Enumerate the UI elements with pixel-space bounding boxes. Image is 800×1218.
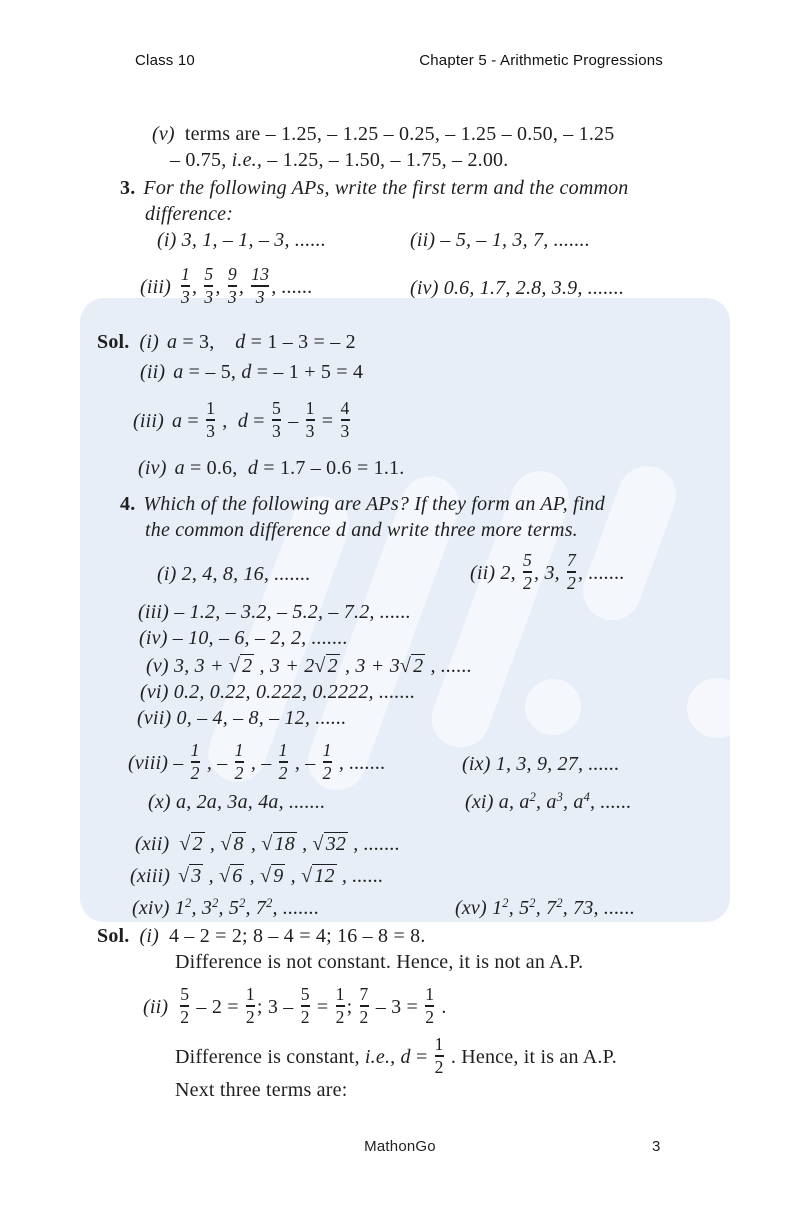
text-run: (ii) 2, <box>470 561 522 584</box>
line-column <box>462 751 620 777</box>
text-run: (x) a, 2a, 3a, 4a, ....... <box>148 791 326 813</box>
content-line-4 <box>145 201 800 227</box>
content-line-13 <box>157 549 800 599</box>
text-run: , 3, <box>534 561 566 584</box>
text-run: (iii) <box>140 275 171 298</box>
line-column <box>143 983 447 1030</box>
text-run: i.e., <box>231 149 263 171</box>
fraction: $\frac{1}{3}$ <box>181 263 190 308</box>
text-run: (iii) – 1.2, – 3.2, – 5.2, – 7.2, ...... <box>138 601 411 623</box>
text-run: , <box>245 833 262 855</box>
line-column <box>120 175 629 201</box>
text-run: (iv) 0.6, 1.7, 2.8, 3.9, ....... <box>410 277 625 299</box>
text-run: , <box>535 897 547 919</box>
text-run: 4 – 2 = 2; 8 – 4 = 4; 16 – 8 = 8. <box>168 925 426 947</box>
fraction: $\frac{7}{2}$ <box>359 983 369 1028</box>
text-run: = <box>248 409 270 432</box>
content-line-26 <box>143 983 800 1033</box>
text-run: (xiii) <box>130 865 171 887</box>
line-column <box>175 1077 347 1103</box>
text-run: , ....... <box>348 833 401 855</box>
power-term: $3^2$ <box>201 896 219 919</box>
line-column <box>128 739 462 786</box>
text-run: – 3 = <box>370 995 424 1018</box>
power-term: $a^4$ <box>573 790 590 813</box>
text-run: (i) 3, 1, – 1, – 3, ...... <box>157 229 327 251</box>
text-run: , <box>203 865 220 887</box>
text-run: , – <box>245 751 277 774</box>
text-run: a <box>173 361 184 383</box>
text-run: , <box>192 275 203 298</box>
content-line-9 <box>133 397 800 447</box>
bold-label: 4. <box>120 493 136 515</box>
fraction: $\frac{1}{3}$ <box>305 397 315 442</box>
text-run: (vi) 0.2, 0.22, 0.222, 0.2222, ....... <box>140 681 416 703</box>
text-run: = <box>311 995 334 1018</box>
line-column <box>146 653 472 679</box>
page-footer <box>100 1138 700 1156</box>
text-run: d <box>247 457 259 479</box>
square-root: √ 6 <box>219 865 243 887</box>
text-run: ; <box>346 995 358 1018</box>
content-line-19 <box>128 739 800 789</box>
line-column <box>138 455 404 481</box>
text-run: d <box>235 331 246 353</box>
power-term: $1^2$ <box>174 896 192 919</box>
fraction: $\frac{1}{2}$ <box>234 739 244 784</box>
text-run: = – 5, <box>183 361 242 383</box>
content-line-18 <box>137 705 800 731</box>
text-run: , <box>238 275 250 298</box>
text-run: , <box>562 791 574 813</box>
text-run: d <box>237 409 249 432</box>
content-line-12 <box>145 517 800 543</box>
text-run: (ii) – 5, – 1, 3, 7, ....... <box>410 229 591 251</box>
text-run: = <box>410 1045 433 1068</box>
text-run: (v) <box>152 123 175 145</box>
text-run: (viii) – <box>128 751 189 774</box>
text-run: Which of the following are APs? If they form an AP, find <box>143 493 605 515</box>
bold-label: 3. <box>120 177 136 199</box>
line-column <box>175 1033 617 1080</box>
fraction: $\frac{5}{2}$ <box>523 549 533 594</box>
text-run: = 1.7 – 0.6 = 1.1. <box>258 457 405 479</box>
square-root: √ 12 <box>301 865 335 887</box>
text-run: = 0.6, <box>184 457 248 479</box>
content-line-27 <box>175 1033 800 1083</box>
line-column <box>410 227 590 253</box>
line-column <box>130 863 383 889</box>
line-column <box>145 517 578 543</box>
line-column <box>145 201 233 227</box>
line-column <box>97 329 356 355</box>
text-run: (i) <box>139 925 159 947</box>
text-run: i.e., d <box>364 1045 411 1068</box>
square-root: √ 3 <box>178 865 202 887</box>
text-run: d <box>241 361 252 383</box>
text-run: . Hence, it is an A.P. <box>445 1045 617 1068</box>
power-term: $1^2$ <box>492 896 509 919</box>
text-run: , <box>508 897 520 919</box>
text-run: (v) 3, 3 + <box>146 655 229 677</box>
text-run: Next three terms are: <box>175 1079 348 1101</box>
fraction: $\frac{1}{2}$ <box>425 983 435 1028</box>
line-column <box>138 599 411 625</box>
text-run: (ii) <box>143 995 169 1018</box>
content-line-8 <box>140 359 800 385</box>
content-line-17 <box>140 679 800 705</box>
fraction: $\frac{9}{3}$ <box>227 263 237 308</box>
text-run: Difference is constant, <box>175 1045 365 1068</box>
fraction: $\frac{5}{2}$ <box>180 983 190 1028</box>
text-run: , <box>204 833 221 855</box>
content-line-28 <box>175 1077 800 1103</box>
text-run: the common difference d and write three more terms. <box>145 519 578 541</box>
text-run: = 3, <box>177 331 236 353</box>
text-run: , ...... <box>336 865 384 887</box>
line-column <box>140 679 415 705</box>
text-run: , ....... <box>333 751 386 774</box>
content-line-20 <box>148 789 800 815</box>
text-run: Difference is not constant. Hence, it is not an A.P. <box>175 951 584 973</box>
fraction: $\frac{1}{2}$ <box>278 739 288 784</box>
text-run: , <box>535 791 547 813</box>
text-run: For the following APs, write the first term and the common <box>143 177 629 199</box>
fraction: $\frac{7}{2}$ <box>567 549 577 594</box>
text-run: a <box>174 457 185 479</box>
line-column <box>133 397 352 444</box>
header-class-label: Class 10 <box>135 52 195 69</box>
power-term: $7^2$ <box>255 896 273 919</box>
content-line-1 <box>152 121 800 147</box>
line-column <box>410 275 624 301</box>
content-line-16 <box>146 653 800 679</box>
text-run: (vii) 0, – 4, – 8, – 12, ...... <box>137 707 347 729</box>
line-column <box>170 147 508 173</box>
text-run: = – 1 + 5 = 4 <box>251 361 364 383</box>
line-column <box>465 789 632 815</box>
text-run: (ix) 1, 3, 9, 27, ...... <box>462 753 620 775</box>
fraction: $\frac{1}{2}$ <box>190 739 200 784</box>
square-root: √ 2 <box>179 833 203 855</box>
text-run: . <box>436 995 447 1018</box>
line-column <box>97 923 426 949</box>
text-run: , ...... <box>590 791 632 813</box>
square-root: √ 8 <box>220 833 244 855</box>
text-run: (iii) <box>133 409 164 432</box>
text-run: , ....... <box>272 897 320 919</box>
text-run: , ...... <box>271 275 313 298</box>
content-line-23 <box>132 895 800 921</box>
power-term: $5^2$ <box>519 896 536 919</box>
footer-brand: MathonGo <box>364 1138 436 1155</box>
content-line-11 <box>120 491 800 517</box>
line-column <box>135 831 400 857</box>
text-run: ; 3 – <box>256 995 299 1018</box>
fraction: $\frac{5}{3}$ <box>272 397 281 442</box>
content-line-24 <box>97 923 800 949</box>
line-column <box>148 789 465 815</box>
fraction: $\frac{1}{2}$ <box>434 1033 444 1078</box>
text-run: , <box>285 865 302 887</box>
content-line-10 <box>138 455 800 481</box>
text-run: , <box>191 897 202 919</box>
line-column <box>140 359 363 385</box>
content-line-5 <box>157 227 800 253</box>
content-line-21 <box>135 831 800 857</box>
line-column <box>175 949 583 975</box>
power-term: $a^2$ <box>519 790 536 813</box>
text-run: a <box>172 409 183 432</box>
text-run: terms are – 1.25, – 1.25 – 0.25, – 1.25 – 0.50, – 1.25 <box>184 123 615 145</box>
text-run: , ...... <box>425 655 473 677</box>
fraction: $\frac{1}{2}$ <box>322 739 332 784</box>
text-run: , – <box>201 751 233 774</box>
text-run: (xv) <box>455 897 493 919</box>
bold-label: Sol. <box>97 925 130 947</box>
text-run: = <box>182 409 205 432</box>
text-run: (xi) a, <box>465 791 520 813</box>
text-run: a <box>166 331 178 353</box>
line-column <box>455 895 635 921</box>
text-run: , 73, ...... <box>562 897 636 919</box>
line-column <box>152 121 614 147</box>
line-column <box>470 549 625 596</box>
fraction: $\frac{5}{3}$ <box>204 263 214 308</box>
footer-page-number: 3 <box>652 1138 661 1155</box>
text-run: = <box>316 409 339 432</box>
text-run: (iv) – 10, – 6, – 2, 2, ....... <box>139 627 348 649</box>
text-run: , <box>245 897 256 919</box>
fraction: $\frac{13}{3}$ <box>251 263 270 308</box>
text-run: , 3 + 2 <box>254 655 315 677</box>
text-run: (xii) <box>135 833 170 855</box>
line-column <box>140 263 410 310</box>
line-column <box>120 491 605 517</box>
line-column <box>132 895 455 921</box>
text-run: , <box>296 833 313 855</box>
text-run: = 1 – 3 = – 2 <box>245 331 356 353</box>
square-root: √ 2 <box>228 655 253 677</box>
power-term: $a^3$ <box>546 790 563 813</box>
text-run: (xiv) <box>132 897 175 919</box>
content-line-6 <box>140 263 800 313</box>
fraction: $\frac{1}{2}$ <box>245 983 255 1028</box>
content-line-15 <box>139 625 800 651</box>
text-run: , <box>217 409 238 432</box>
content-line-22 <box>130 863 800 889</box>
square-root: √ 2 <box>314 655 338 677</box>
text-run: – 2 = <box>191 995 244 1018</box>
header-chapter-label: Chapter 5 - Arithmetic Progressions <box>419 52 663 69</box>
line-column <box>137 705 347 731</box>
content-line-2 <box>170 147 800 173</box>
power-term: $7^2$ <box>546 896 563 919</box>
text-run: (iv) <box>138 457 167 479</box>
content-line-25 <box>175 949 800 975</box>
fraction: $\frac{5}{2}$ <box>300 983 310 1028</box>
text-run: – 1.25, – 1.50, – 1.75, – 2.00. <box>262 149 509 171</box>
content-line-7 <box>97 329 800 355</box>
square-root: √ 18 <box>261 833 295 855</box>
content-line-14 <box>138 599 800 625</box>
text-run: , – <box>289 751 321 774</box>
content-line-3 <box>120 175 800 201</box>
line-column <box>157 227 410 253</box>
text-run: (ii) <box>140 361 166 383</box>
text-run: , ....... <box>578 561 625 584</box>
text-run: , <box>218 897 229 919</box>
square-root: √ 32 <box>312 833 347 855</box>
text-run: (i) <box>139 331 159 353</box>
text-run: – 0.75, <box>170 149 232 171</box>
text-run: – <box>283 409 304 432</box>
text-run: (i) 2, 4, 8, 16, ....... <box>157 563 311 585</box>
square-root: √ 9 <box>260 865 284 887</box>
line-column <box>157 561 470 587</box>
power-term: $5^2$ <box>228 896 246 919</box>
fraction: $\frac{4}{3}$ <box>340 397 350 442</box>
bold-label: Sol. <box>97 331 130 353</box>
text-run: , <box>215 275 226 298</box>
text-run: , 3 + 3 <box>339 655 400 677</box>
fraction: $\frac{1}{3}$ <box>206 397 216 442</box>
line-column <box>139 625 348 651</box>
text-run: difference: <box>145 203 234 225</box>
square-root: √ 2 <box>399 655 424 677</box>
fraction: $\frac{1}{2}$ <box>335 983 345 1028</box>
text-run: , <box>244 865 261 887</box>
